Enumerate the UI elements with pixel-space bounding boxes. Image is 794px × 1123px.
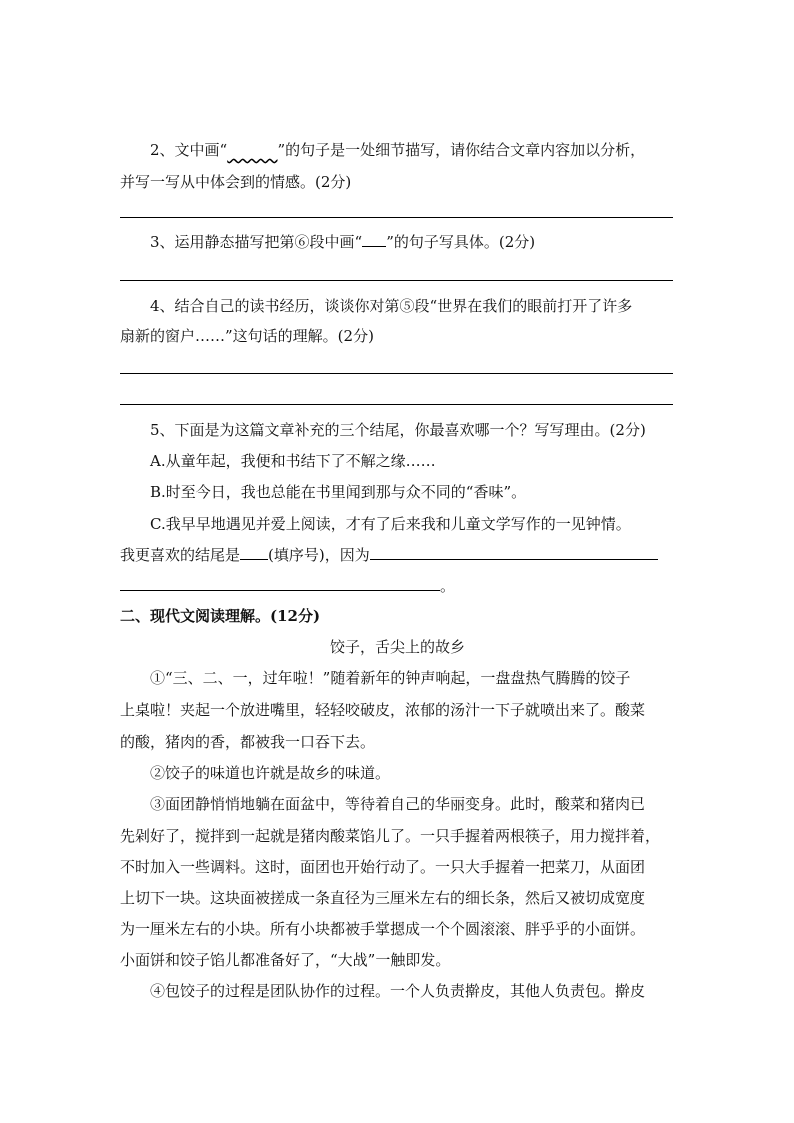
- q5-option-b: B.时至今日，我也总能在书里闻到那与众不同的“香味”。: [150, 483, 527, 501]
- q3-text-pre: 3、运用静态描写把第⑥段中画“: [150, 233, 363, 251]
- q2-mark-text: ~~~~: [227, 141, 278, 159]
- q2-text-post: ”的句子是一处细节描写，请你结合文章内容加以分析，: [277, 141, 646, 159]
- q5-option-a: A.从童年起，我便和书结下了不解之缘……: [150, 452, 436, 470]
- q5-reason-blank-2[interactable]: [120, 576, 440, 591]
- passage-line: 小面饼和饺子馅儿都准备好了，“大战”一触即发。: [120, 951, 451, 969]
- question-2-line-2: 并写一写从中体会到的情感。(2分): [120, 173, 352, 191]
- passage-title: 饺子，舌尖上的故乡: [329, 638, 465, 656]
- q3-underline-mark: [362, 232, 386, 247]
- question-5: 5、下面是为这篇文章补充的三个结尾，你最喜欢哪一个？写写理由。(2分): [150, 421, 646, 439]
- passage-line: 先剁好了，搅拌到一起就是猪肉酸菜馅儿了。一只手握着两根筷子，用力搅拌着，: [120, 827, 661, 845]
- answer-line-q4-b[interactable]: [120, 404, 673, 405]
- answer-line-q4-a[interactable]: [120, 373, 673, 374]
- passage-line: 上切下一块。这块面被搓成一条直径为三厘米左右的细长条，然后又被切成宽度: [120, 889, 646, 907]
- passage-line: 上桌啦！夹起一个放进嘴里，轻轻咬破皮，浓郁的汤汁一下子就喷出来了。酸菜: [120, 701, 646, 719]
- q5-answer-pre: 我更喜欢的结尾是: [120, 546, 241, 564]
- section-2-heading: 二、现代文阅读理解。(12分): [120, 607, 321, 625]
- passage-line: 为一厘米左右的小块。所有小块都被手掌摁成一个个圆滚滚、胖乎乎的小面饼。: [120, 920, 646, 938]
- passage-line: ②饺子的味道也许就是故乡的味道。: [150, 764, 391, 782]
- question-4-line-1: 4、结合自己的读书经历，谈谈你对第⑤段“世界在我们的眼前打开了许多: [150, 297, 633, 315]
- passage-line: ①“三、二、一，过年啦！”随着新年的钟声响起，一盘盘热气腾腾的饺子: [150, 669, 631, 687]
- passage-line: 不时加入一些调料。这时，面团也开始行动了。一只大手握着一把菜刀，从面团: [120, 858, 646, 876]
- q5-choice-blank[interactable]: [240, 545, 268, 560]
- q5-answer-line-2: [120, 576, 675, 596]
- q5-period: 。: [440, 577, 456, 595]
- q5-answer-mid: (填序号)，因为: [268, 546, 370, 564]
- passage-line: ③面团静悄悄地躺在面盆中，等待着自己的华丽变身。此时，酸菜和猪肉已: [150, 795, 646, 813]
- passage-line: ④包饺子的过程是团队协作的过程。一个人负责擀皮，其他人负责包。擀皮: [150, 982, 646, 1000]
- question-3: [150, 232, 675, 252]
- q5-reason-blank[interactable]: [370, 545, 658, 560]
- q5-answer-line: [120, 545, 675, 565]
- q2-text-pre: 2、文中画“: [150, 141, 228, 159]
- q2-wavy-mark: [227, 141, 277, 159]
- passage-line: 的酸，猪肉的香，都被我一口吞下去。: [120, 733, 376, 751]
- question-4-line-2: 扇新的窗户……”这句话的理解。(2分): [120, 327, 374, 345]
- q5-option-c: C.我早早地遇见并爱上阅读，才有了后来我和儿童文学写作的一见钟情。: [150, 515, 631, 533]
- q3-text-post: ”的句子写具体。(2分): [386, 233, 536, 251]
- question-2-line-1: [150, 140, 675, 160]
- answer-line-q2[interactable]: [120, 217, 673, 218]
- answer-line-q3[interactable]: [120, 280, 673, 281]
